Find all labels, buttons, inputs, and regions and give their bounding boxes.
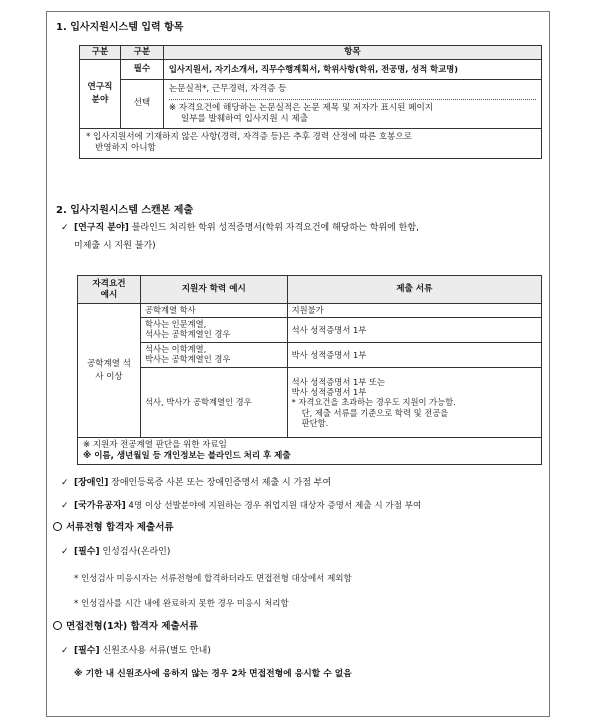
header-education: 지원자 학력 예시 [140,276,287,304]
optional-note-line2: 일부를 발췌하여 입사지원 시 제출 [180,114,309,125]
check-icon: ✓ [61,478,69,488]
background-check [61,646,211,658]
research-text2: 미제출 시 지원 불가) [74,241,156,251]
edu-row2 [140,318,287,343]
header-requirement [78,276,141,304]
circle-bullet-icon [53,522,62,531]
edu-row3-line1: 석사는 이학계열, [144,344,207,355]
circle-bullet-icon [53,621,62,630]
docs-row2: 석사 성적증명서 1부 [287,318,541,343]
header-documents: 제출 서류 [287,276,541,304]
section2-title: 2. 입사지원시스템 스캔본 제출 [56,205,194,216]
aptitude-test [61,547,170,559]
document-page [46,11,550,717]
veteran-text: 4명 이상 선발분야에 지원하는 경우 취업지원 대상자 증명서 제출 시 가점 부여 [125,501,422,511]
required-items: 입사지원서, 자기소개서, 직무수행계획서, 학위사항(학위, 전공명, 성적 학교명) [163,60,541,80]
optional-note-line1: ※ 자격요건에 해당하는 논문실적은 논문 제목 및 저자가 표시된 페이지 [168,103,434,114]
edu-row1: 공학계열 학사 [140,304,287,318]
check-icon: ✓ [61,547,69,557]
section4-required-text: 신원조사용 서류(별도 안내) [99,646,211,656]
degree-requirement-table [77,275,542,465]
edu-row3 [140,343,287,368]
disabled-bonus [61,478,331,490]
required-label: 필수 [120,60,163,80]
optional-items-cell [163,80,541,129]
section4-warning: ※ 기한 내 신원조사에 응하지 않는 경우 2차 면접전형에 응시할 수 없음 [74,669,352,679]
optional-note [169,99,536,125]
header-items: 항목 [163,46,541,60]
section4-heading [53,621,198,633]
docs-row1: 지원불가 [287,304,541,318]
docs-row3: 박사 성적증명서 1부 [287,343,541,368]
section3-note1: * 인성검사 미응시자는 서류전형에 합격하더라도 면접전형 대상에서 제외함 [74,574,352,584]
table1-footnote [80,128,542,158]
docs-row4-line4: 단, 제출 서류를 기준으로 학력 및 전공을 [301,407,449,418]
optional-label: 선택 [120,80,163,129]
docs-row4 [287,368,541,438]
table2-notes [78,438,542,465]
table2-note1: ※ 지원자 전공계열 판단을 위한 자료임 [83,440,227,450]
header-category: 구분 [80,46,121,60]
docs-row4-line3: * 자격요건을 초과하는 경우도 지원이 가능함. [291,397,456,408]
section4-title: 면접전형(1차) 합격자 제출서류 [66,621,199,632]
requirement-label: 공학계열 석사 이상 [87,358,131,382]
section3-heading [53,522,174,534]
docs-row4-line2: 박사 성적증명서 1부 [291,386,367,397]
section4-required-label: [필수] [74,646,100,656]
section3-required-label: [필수] [74,547,100,557]
disabled-label: [장애인] [74,478,109,488]
veteran-bonus [61,501,549,513]
docs-row4-line5: 판단함. [301,418,329,429]
disabled-text: 장애인등록증 사본 또는 장애인증명서 제출 시 가점 부여 [108,478,332,488]
table2-note2: ※ 이름, 생년월일 등 개인정보는 블라인드 처리 후 제출 [83,451,291,462]
footnote-line2: 반영하지 아니함 [95,143,156,154]
footnote-line1: * 입사지원서에 기재하지 않은 사항(경력, 자격증 등)은 추후 경력 산정에 따른 호봉으로 [86,131,413,142]
check-icon: ✓ [61,223,69,233]
header-requirement-label: 자격요건 예시 [92,279,126,300]
section3-note2: * 인성검사를 시간 내에 완료하지 못한 경우 미응시 처리함 [74,599,289,609]
category-label: 연구직 분야 [87,81,113,105]
check-icon: ✓ [61,646,69,656]
research-label: [연구직 분야] [74,223,129,233]
section3-required-text: 인성검사(온라인) [99,547,171,557]
research-submission [61,223,541,235]
requirement-cell [78,304,141,438]
optional-items: 논문실적*, 근무경력, 자격증 등 [168,84,287,94]
veteran-label: [국가유공자] [74,501,126,511]
category-research [80,60,121,129]
research-text1: 블라인드 처리한 학위 성적증명서(학위 자격요건에 해당하는 학위에 한함, [128,223,419,233]
section3-title: 서류전형 합격자 제출서류 [66,522,174,533]
edu-row3-line2: 박사는 공학계열인 경우 [144,354,231,364]
docs-row4-line1: 석사 성적증명서 1부 또는 [291,376,385,387]
edu-row2-line2: 석사는 공학계열인 경우 [144,329,231,339]
edu-row2-line1: 학사는 인문계열, [144,319,207,330]
input-items-table [79,45,542,159]
header-type: 구분 [120,46,163,60]
edu-row4: 석사, 박사가 공학계열인 경우 [140,368,287,438]
section1-title: 1. 입사지원시스템 입력 항목 [56,22,184,33]
check-icon: ✓ [61,501,69,511]
